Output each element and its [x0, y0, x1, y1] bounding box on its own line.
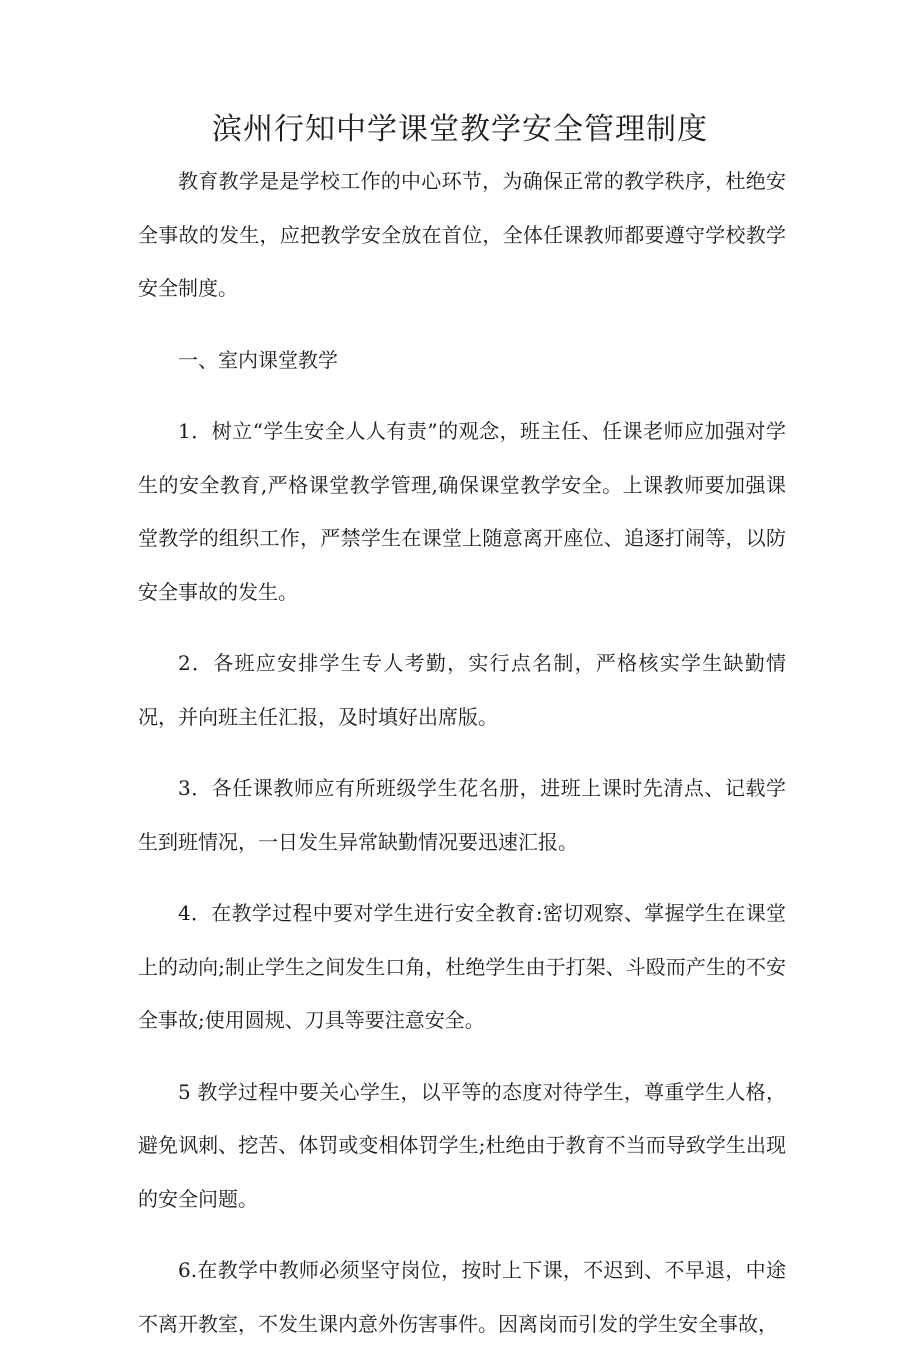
rule-item-4: 4．在教学过程中要对学生进行安全教育:密切观察、掌握学生在课堂上的动向;制止学生之间发生口角，杜绝学生由于打架、斗殴而产生的不安全事故;使用圆规、刀具等要注意安全。: [138, 901, 786, 1032]
rule-item-5: 5 教学过程中要关心学生，以平等的态度对待学生，尊重学生人格，避免讽刺、挖苦、体罚或变相体罚学生;杜绝由于教育不当而导致学生出现的安全问题。: [138, 1079, 786, 1211]
rule-item-2: 2．各班应安排学生专人考勤，实行点名制，严格核实学生缺勤情况，并向班主任汇报，及时填好出席版。: [138, 651, 786, 729]
intro-paragraph: 教育教学是是学校工作的中心环节，为确保正常的教学秩序，杜绝安全事故的发生，应把教学安全放在首位，全体任课教师都要遵守学校教学安全制度。: [138, 169, 786, 300]
section-heading: 一、室内课堂教学: [178, 347, 338, 372]
rule-item-1: 1．树立“学生安全人人有责”的观念，班主任、任课老师应加强对学生的安全教育,严格课堂教学管理,确保课堂教学安全。上课教师要加强课堂教学的组织工作，严禁学生在课堂上随意离开座位、追逐打闹等，以防安全事故的发生。: [138, 419, 786, 604]
rule-item-6: 6.在教学中教师必须坚守岗位，按时上下课，不迟到、不早退，中途不离开教室，不发生课内意外伤害事件。因离岗而引发的学生安全事故，: [138, 1258, 786, 1336]
document-body: [138, 155, 786, 1369]
rule-item-3: 3．各任课教师应有所班级学生花名册，进班上课时先清点、记载学生到班情况，一日发生异常缺勤情况要迅速汇报。: [138, 776, 786, 854]
document-title: 滨州行知中学课堂教学安全管理制度: [212, 112, 708, 147]
